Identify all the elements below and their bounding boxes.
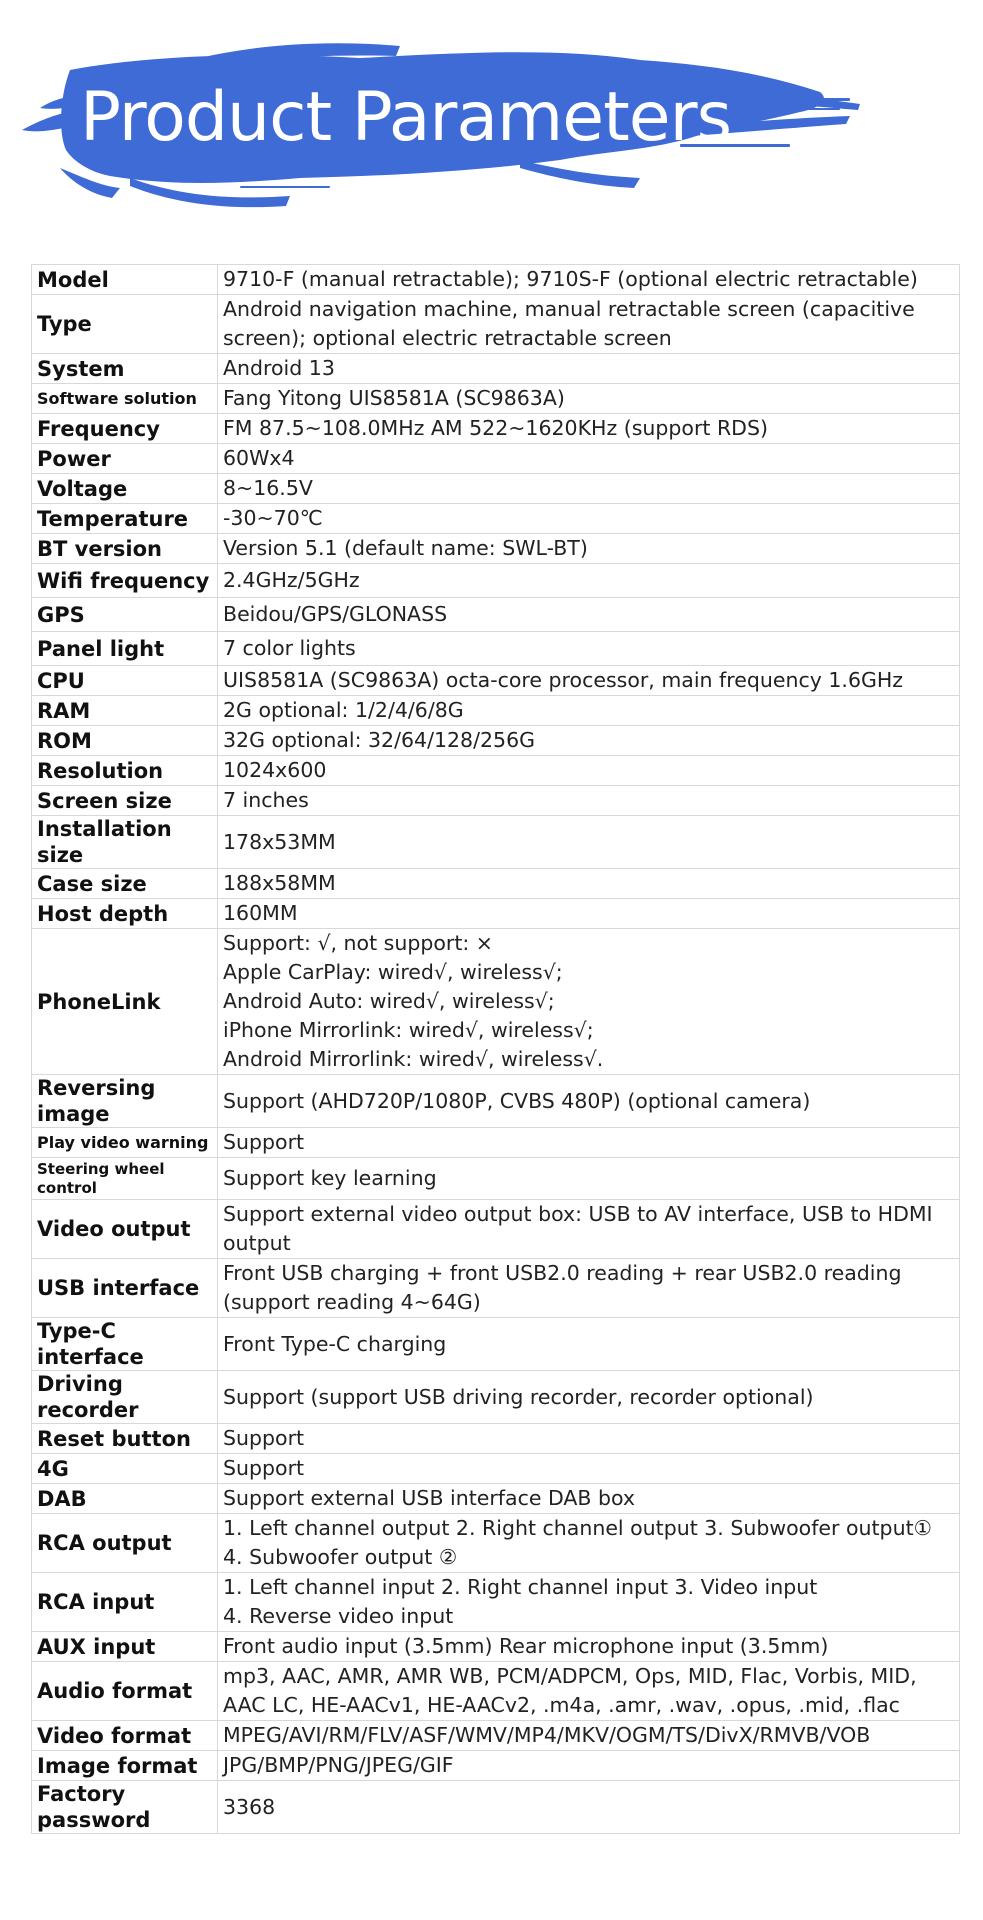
spec-row — [32, 1075, 960, 1128]
spec-value: JPG/BMP/PNG/JPEG/GIF — [218, 1751, 960, 1781]
spec-label: Temperature — [32, 504, 218, 534]
spec-label: Audio format — [32, 1662, 218, 1721]
spec-row — [32, 444, 960, 474]
spec-value: 1. Left channel output 2. Right channel output 3. Subwoofer output① 4. Subwoofer output ② — [218, 1514, 960, 1573]
spec-row — [32, 414, 960, 444]
spec-row — [32, 534, 960, 564]
spec-value: Front audio input (3.5mm) Rear microphone input (3.5mm) — [218, 1632, 960, 1662]
spec-row — [32, 666, 960, 696]
spec-value: Front USB charging + front USB2.0 reading + rear USB2.0 reading (support reading 4~64G) — [218, 1259, 960, 1318]
spec-row — [32, 1484, 960, 1514]
spec-label: Type-C interface — [32, 1318, 218, 1371]
header-banner — [0, 0, 983, 240]
spec-value: 60Wx4 — [218, 444, 960, 474]
spec-label: AUX input — [32, 1632, 218, 1662]
spec-row — [32, 1318, 960, 1371]
spec-label: ROM — [32, 726, 218, 756]
spec-label: Frequency — [32, 414, 218, 444]
spec-label: RCA output — [32, 1514, 218, 1573]
spec-value: Support (AHD720P/1080P, CVBS 480P) (optional camera) — [218, 1075, 960, 1128]
spec-label: Factory password — [32, 1781, 218, 1834]
spec-row — [32, 1128, 960, 1158]
spec-row — [32, 1573, 960, 1632]
spec-row — [32, 816, 960, 869]
spec-row — [32, 564, 960, 598]
spec-value: mp3, AAC, AMR, AMR WB, PCM/ADPCM, Ops, MID, Flac, Vorbis, MID, AAC LC, HE-AACv1, HE-AACv2, .m4a, .amr, .wav, .opus, .mid, .flac — [218, 1662, 960, 1721]
spec-value: 2.4GHz/5GHz — [218, 564, 960, 598]
spec-label: Wifi frequency — [32, 564, 218, 598]
spec-row — [32, 354, 960, 384]
spec-label: Resolution — [32, 756, 218, 786]
spec-value: Support (support USB driving recorder, recorder optional) — [218, 1371, 960, 1424]
spec-row — [32, 869, 960, 899]
spec-label: CPU — [32, 666, 218, 696]
spec-label: Image format — [32, 1751, 218, 1781]
spec-value: Support external video output box: USB to AV interface, USB to HDMI output — [218, 1200, 960, 1259]
spec-value: Android 13 — [218, 354, 960, 384]
spec-label: RAM — [32, 696, 218, 726]
spec-label: GPS — [32, 598, 218, 632]
spec-value: Support — [218, 1454, 960, 1484]
spec-label: Voltage — [32, 474, 218, 504]
spec-value: Support: √, not support: × Apple CarPlay: wired√, wireless√; Android Auto: wired√, wireless√; iPhone Mirrorlink: wired√, wireless√; Android Mirrorlink: wired√, wireless√. — [218, 929, 960, 1075]
spec-label: RCA input — [32, 1573, 218, 1632]
spec-row — [32, 1751, 960, 1781]
spec-table — [31, 264, 960, 1834]
spec-row — [32, 598, 960, 632]
spec-value: 1024x600 — [218, 756, 960, 786]
spec-value: Android navigation machine, manual retractable screen (capacitive screen); optional electric retractable screen — [218, 295, 960, 354]
spec-value: -30~70℃ — [218, 504, 960, 534]
spec-value: Fang Yitong UIS8581A (SC9863A) — [218, 384, 960, 414]
spec-row — [32, 696, 960, 726]
spec-value: Beidou/GPS/GLONASS — [218, 598, 960, 632]
spec-value: 9710-F (manual retractable); 9710S-F (optional electric retractable) — [218, 265, 960, 295]
spec-value: 178x53MM — [218, 816, 960, 869]
spec-label: Panel light — [32, 632, 218, 666]
spec-value: 188x58MM — [218, 869, 960, 899]
spec-label: Play video warning — [32, 1128, 218, 1158]
spec-value: FM 87.5~108.0MHz AM 522~1620KHz (support RDS) — [218, 414, 960, 444]
spec-value: UIS8581A (SC9863A) octa-core processor, main frequency 1.6GHz — [218, 666, 960, 696]
spec-row — [32, 1632, 960, 1662]
spec-row — [32, 504, 960, 534]
spec-row — [32, 1371, 960, 1424]
spec-row — [32, 899, 960, 929]
spec-value: Support — [218, 1128, 960, 1158]
spec-row — [32, 726, 960, 756]
spec-label: Host depth — [32, 899, 218, 929]
spec-label: Screen size — [32, 786, 218, 816]
spec-value: 32G optional: 32/64/128/256G — [218, 726, 960, 756]
spec-row — [32, 1514, 960, 1573]
spec-row — [32, 786, 960, 816]
spec-row — [32, 265, 960, 295]
spec-label: PhoneLink — [32, 929, 218, 1075]
spec-label: Case size — [32, 869, 218, 899]
spec-value: Support — [218, 1424, 960, 1454]
spec-value: Version 5.1 (default name: SWL-BT) — [218, 534, 960, 564]
spec-value: 160MM — [218, 899, 960, 929]
spec-label: Model — [32, 265, 218, 295]
spec-value: Support external USB interface DAB box — [218, 1484, 960, 1514]
spec-row — [32, 384, 960, 414]
spec-row — [32, 1424, 960, 1454]
spec-row — [32, 1454, 960, 1484]
spec-label: Software solution — [32, 384, 218, 414]
spec-label: Driving recorder — [32, 1371, 218, 1424]
spec-value: 3368 — [218, 1781, 960, 1834]
spec-value: 2G optional: 1/2/4/6/8G — [218, 696, 960, 726]
spec-label: Steering wheel control — [32, 1158, 218, 1200]
spec-label: USB interface — [32, 1259, 218, 1318]
spec-row — [32, 1158, 960, 1200]
spec-row — [32, 474, 960, 504]
spec-row — [32, 1662, 960, 1721]
spec-label: Video output — [32, 1200, 218, 1259]
spec-value: 7 color lights — [218, 632, 960, 666]
spec-label: BT version — [32, 534, 218, 564]
spec-row — [32, 632, 960, 666]
spec-label: Reset button — [32, 1424, 218, 1454]
spec-label: DAB — [32, 1484, 218, 1514]
spec-label: Reversing image — [32, 1075, 218, 1128]
page-title: Product Parameters — [80, 78, 732, 157]
spec-label: Installation size — [32, 816, 218, 869]
spec-label: Type — [32, 295, 218, 354]
spec-row — [32, 295, 960, 354]
spec-row — [32, 756, 960, 786]
spec-value: 1. Left channel input 2. Right channel input 3. Video input 4. Reverse video input — [218, 1573, 960, 1632]
spec-row — [32, 929, 960, 1075]
spec-label: Power — [32, 444, 218, 474]
spec-value: 8~16.5V — [218, 474, 960, 504]
spec-value: 7 inches — [218, 786, 960, 816]
spec-value: MPEG/AVI/RM/FLV/ASF/WMV/MP4/MKV/OGM/TS/DivX/RMVB/VOB — [218, 1721, 960, 1751]
spec-label: System — [32, 354, 218, 384]
spec-value: Support key learning — [218, 1158, 960, 1200]
spec-value: Front Type-C charging — [218, 1318, 960, 1371]
spec-label: Video format — [32, 1721, 218, 1751]
spec-row — [32, 1781, 960, 1834]
spec-row — [32, 1259, 960, 1318]
spec-row — [32, 1721, 960, 1751]
spec-row — [32, 1200, 960, 1259]
spec-label: 4G — [32, 1454, 218, 1484]
